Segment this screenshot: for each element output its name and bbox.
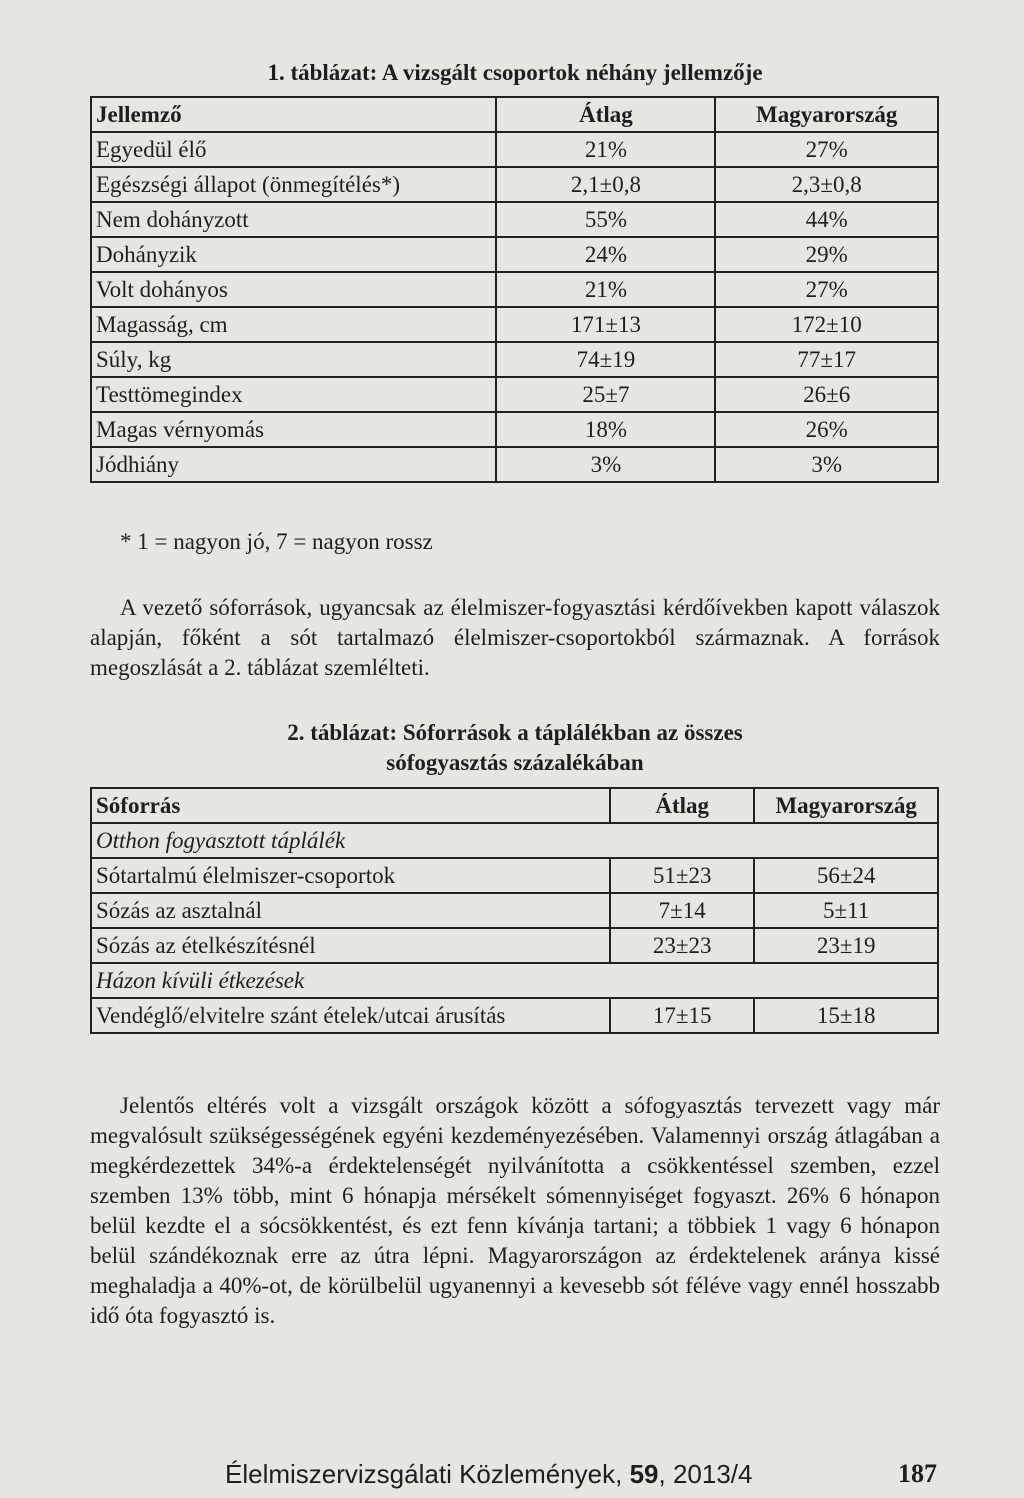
row-label: Sózás az asztalnál xyxy=(91,893,610,928)
hungary-value: 26±6 xyxy=(715,377,938,412)
table-row xyxy=(91,412,938,447)
average-value: 25±7 xyxy=(496,377,715,412)
journal-volume: 59 xyxy=(629,1459,659,1489)
table-header-row xyxy=(91,97,938,132)
column-header: Jellemző xyxy=(91,97,496,132)
average-value: 23±23 xyxy=(610,928,754,963)
table-row xyxy=(91,928,938,963)
column-header: Sóforrás xyxy=(91,788,610,823)
average-value: 3% xyxy=(496,447,715,482)
table2-caption xyxy=(90,718,940,778)
hungary-value: 3% xyxy=(715,447,938,482)
hungary-value: 2,3±0,8 xyxy=(715,167,938,202)
hungary-value: 77±17 xyxy=(715,342,938,377)
hungary-value: 172±10 xyxy=(715,307,938,342)
average-value: 2,1±0,8 xyxy=(496,167,715,202)
hungary-value: 56±24 xyxy=(754,858,938,893)
average-value: 55% xyxy=(496,202,715,237)
table1-caption: 1. táblázat: A vizsgált csoportok néhány jellemzője xyxy=(267,60,763,85)
average-value: 21% xyxy=(496,132,715,167)
journal-issue: , 2013/4 xyxy=(658,1459,753,1489)
column-header: Átlag xyxy=(610,788,754,823)
body-paragraph-1: A vezető sóforrások, ugyancsak az élelmiszer-fogyasztási kérdőívekben kapott válaszok alapján, főként a sót tartalmazó élelmiszer-csoportokból származnak. A források megoszlását a 2. táblázat szemlélteti. xyxy=(90,595,940,680)
page-number: 187 xyxy=(898,1459,937,1488)
body-paragraph-2: Jelentős eltérés volt a vizsgált országok között a sófogyasztás tervezett vagy már megvalósult szükségességének egyéni kezdeményezésében. Valamennyi ország átlagában a megkérdezettek 34%-a érdektelenségét nyilvánította a csökkentéssel szemben, ezzel szemben 13% több, mint 6 hónapja mérsékelt sómennyiséget fogyaszt. 26% 6 hónapon belül kezdte el a sócsökkentést, és ezt fenn kívánja tartani; a többiek 1 vagy 6 hónapon belül szándékoznak erre az útra lépni. Magyarországon az érdektelenek aránya kissé meghaladja a 40%-ot, de körülbelül ugyanennyi a kevesebb sót féléve vagy ennél hosszabb idő óta fogyasztó is. xyxy=(90,1093,940,1328)
row-label: Vendéglő/elvitelre szánt ételek/utcai árusítás xyxy=(91,998,610,1033)
row-label: Jódhiány xyxy=(91,447,496,482)
hungary-value: 5±11 xyxy=(754,893,938,928)
table-row xyxy=(91,377,938,412)
table-section-row xyxy=(91,823,938,858)
row-label: Sótartalmú élelmiszer-csoportok xyxy=(91,858,610,893)
table1-footnote: * 1 = nagyon jó, 7 = nagyon rossz xyxy=(120,529,433,554)
column-header: Átlag xyxy=(496,97,715,132)
table-row xyxy=(91,342,938,377)
row-label: Volt dohányos xyxy=(91,272,496,307)
average-value: 18% xyxy=(496,412,715,447)
characteristics-table xyxy=(90,96,939,483)
table2-caption-line2: sófogyasztás százalékában xyxy=(386,750,644,775)
row-label: Egészségi állapot (önmegítélés*) xyxy=(91,167,496,202)
table-section-row xyxy=(91,963,938,998)
table-row xyxy=(91,237,938,272)
hungary-value: 27% xyxy=(715,272,938,307)
average-value: 17±15 xyxy=(610,998,754,1033)
column-header: Magyarország xyxy=(754,788,938,823)
column-header: Magyarország xyxy=(715,97,938,132)
table-row xyxy=(91,307,938,342)
row-label: Testtömegindex xyxy=(91,377,496,412)
table-header-row xyxy=(91,788,938,823)
section-label: Házon kívüli étkezések xyxy=(91,963,938,998)
row-label: Dohányzik xyxy=(91,237,496,272)
average-value: 74±19 xyxy=(496,342,715,377)
average-value: 7±14 xyxy=(610,893,754,928)
row-label: Egyedül élő xyxy=(91,132,496,167)
journal-name: Élelmiszervizsgálati Közlemények, xyxy=(225,1459,630,1489)
hungary-value: 44% xyxy=(715,202,938,237)
average-value: 51±23 xyxy=(610,858,754,893)
table-row xyxy=(91,202,938,237)
table2-caption-line1: 2. táblázat: Sóforrások a táplálékban az összes xyxy=(287,720,743,745)
hungary-value: 27% xyxy=(715,132,938,167)
journal-footer xyxy=(225,1458,753,1490)
table-row xyxy=(91,858,938,893)
hungary-value: 15±18 xyxy=(754,998,938,1033)
table-row xyxy=(91,132,938,167)
table-row xyxy=(91,893,938,928)
section-label: Otthon fogyasztott táplálék xyxy=(91,823,938,858)
row-label: Magasság, cm xyxy=(91,307,496,342)
hungary-value: 26% xyxy=(715,412,938,447)
table-row xyxy=(91,447,938,482)
row-label: Nem dohányzott xyxy=(91,202,496,237)
table-row xyxy=(91,998,938,1033)
average-value: 24% xyxy=(496,237,715,272)
row-label: Súly, kg xyxy=(91,342,496,377)
row-label: Sózás az ételkészítésnél xyxy=(91,928,610,963)
table-row xyxy=(91,272,938,307)
row-label: Magas vérnyomás xyxy=(91,412,496,447)
salt-sources-table xyxy=(90,787,939,1034)
hungary-value: 29% xyxy=(715,237,938,272)
average-value: 171±13 xyxy=(496,307,715,342)
average-value: 21% xyxy=(496,272,715,307)
hungary-value: 23±19 xyxy=(754,928,938,963)
table-row xyxy=(91,167,938,202)
